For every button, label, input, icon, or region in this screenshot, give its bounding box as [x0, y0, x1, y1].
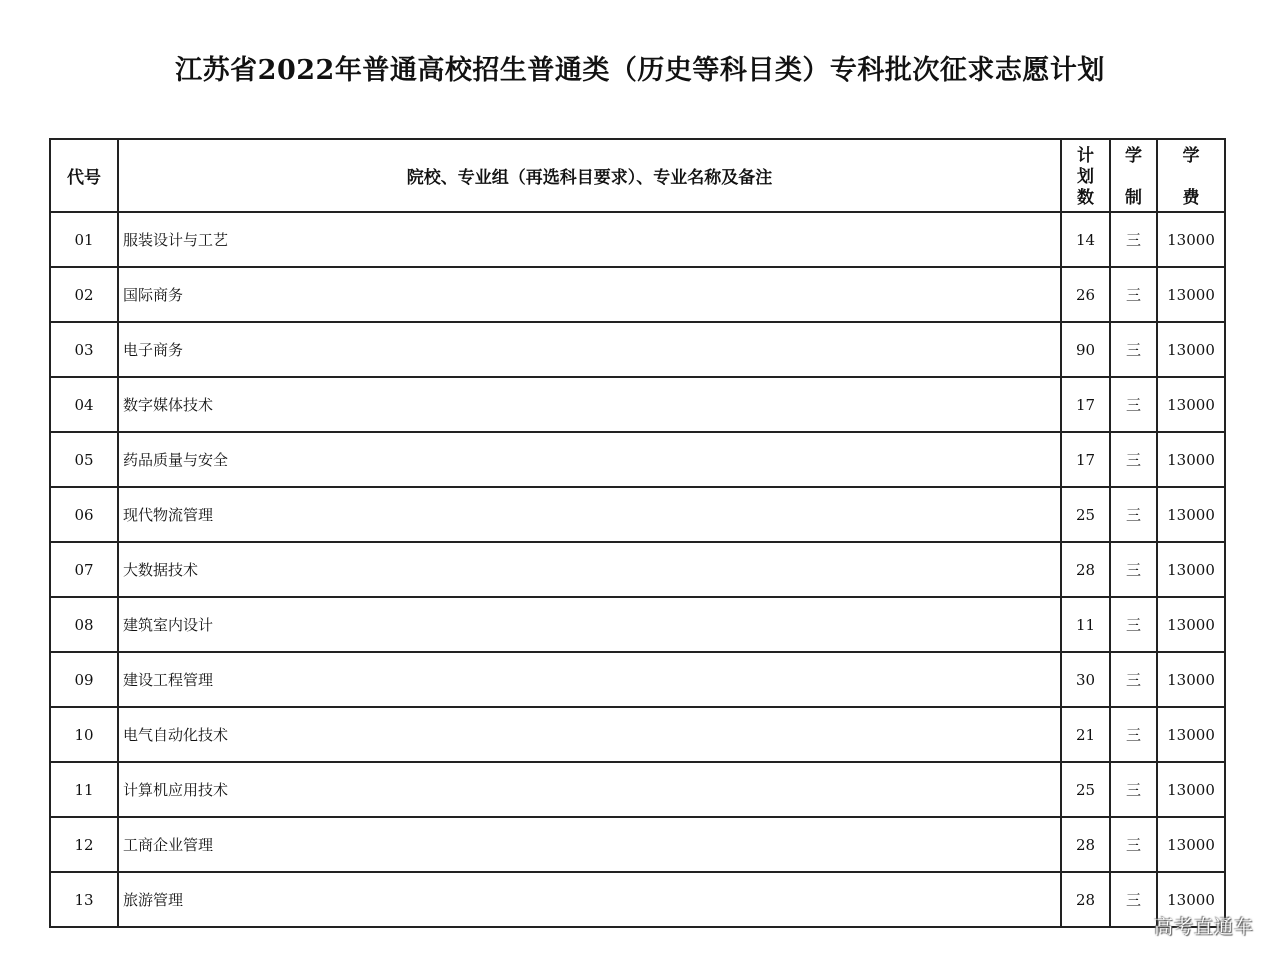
row-code: 10	[50, 707, 118, 762]
header-plan-char: 划	[1077, 166, 1094, 187]
table-body	[50, 212, 1225, 927]
row-major-name: 电子商务	[118, 322, 1061, 377]
row-plan-count: 17	[1061, 377, 1110, 432]
row-years: 三	[1110, 542, 1157, 597]
table-row	[50, 707, 1225, 762]
row-plan-count: 30	[1061, 652, 1110, 707]
row-fee: 13000	[1157, 762, 1225, 817]
row-code: 09	[50, 652, 118, 707]
row-major-name: 药品质量与安全	[118, 432, 1061, 487]
row-plan-count: 14	[1061, 212, 1110, 267]
row-fee: 13000	[1157, 542, 1225, 597]
row-fee: 13000	[1157, 597, 1225, 652]
table-row	[50, 377, 1225, 432]
row-fee: 13000	[1157, 707, 1225, 762]
table-row	[50, 212, 1225, 267]
table-row	[50, 872, 1225, 927]
row-code: 03	[50, 322, 118, 377]
table-header-row	[50, 139, 1225, 212]
row-major-name: 大数据技术	[118, 542, 1061, 597]
row-major-name: 电气自动化技术	[118, 707, 1061, 762]
row-plan-count: 21	[1061, 707, 1110, 762]
row-plan-count: 28	[1061, 817, 1110, 872]
row-code: 01	[50, 212, 118, 267]
row-years: 三	[1110, 817, 1157, 872]
header-years	[1110, 139, 1157, 212]
row-major-name: 建设工程管理	[118, 652, 1061, 707]
enrollment-plan-table	[49, 138, 1226, 928]
document-title: 江苏省2022年普通高校招生普通类（历史等科目类）专科批次征求志愿计划	[175, 55, 1105, 86]
row-years: 三	[1110, 377, 1157, 432]
row-plan-count: 28	[1061, 542, 1110, 597]
header-fee-char: 学	[1182, 145, 1200, 166]
table-row	[50, 267, 1225, 322]
row-plan-count: 25	[1061, 762, 1110, 817]
row-fee: 13000	[1157, 817, 1225, 872]
row-plan-count: 25	[1061, 487, 1110, 542]
row-plan-count: 26	[1061, 267, 1110, 322]
row-years: 三	[1110, 432, 1157, 487]
row-fee: 13000	[1157, 487, 1225, 542]
row-code: 12	[50, 817, 118, 872]
row-major-name: 服装设计与工艺	[118, 212, 1061, 267]
header-plan-char: 计	[1077, 145, 1094, 166]
row-plan-count: 28	[1061, 872, 1110, 927]
row-years: 三	[1110, 267, 1157, 322]
row-years: 三	[1110, 597, 1157, 652]
table-row	[50, 487, 1225, 542]
row-years: 三	[1110, 322, 1157, 377]
row-years: 三	[1110, 872, 1157, 927]
row-major-name: 数字媒体技术	[118, 377, 1061, 432]
row-code: 02	[50, 267, 118, 322]
row-plan-count: 90	[1061, 322, 1110, 377]
row-code: 07	[50, 542, 118, 597]
row-code: 06	[50, 487, 118, 542]
header-code: 代号	[50, 139, 118, 212]
row-major-name: 国际商务	[118, 267, 1061, 322]
table-row	[50, 652, 1225, 707]
row-fee: 13000	[1157, 872, 1225, 927]
row-major-name: 现代物流管理	[118, 487, 1061, 542]
row-fee: 13000	[1157, 212, 1225, 267]
row-years: 三	[1110, 652, 1157, 707]
header-years-char: 制	[1125, 187, 1142, 208]
header-fee	[1157, 139, 1225, 212]
header-fee-char: 费	[1182, 187, 1200, 208]
row-major-name: 建筑室内设计	[118, 597, 1061, 652]
row-years: 三	[1110, 212, 1157, 267]
table-row	[50, 762, 1225, 817]
table-row	[50, 597, 1225, 652]
row-code: 13	[50, 872, 118, 927]
row-fee: 13000	[1157, 652, 1225, 707]
table-row	[50, 432, 1225, 487]
row-code: 08	[50, 597, 118, 652]
row-code: 11	[50, 762, 118, 817]
row-fee: 13000	[1157, 267, 1225, 322]
header-name: 院校、专业组（再选科目要求）、专业名称及备注	[118, 139, 1061, 212]
row-fee: 13000	[1157, 432, 1225, 487]
row-plan-count: 17	[1061, 432, 1110, 487]
row-years: 三	[1110, 762, 1157, 817]
row-fee: 13000	[1157, 322, 1225, 377]
table-row	[50, 542, 1225, 597]
header-plan-char: 数	[1077, 187, 1094, 208]
row-major-name: 工商企业管理	[118, 817, 1061, 872]
row-code: 05	[50, 432, 118, 487]
row-fee: 13000	[1157, 377, 1225, 432]
table-row	[50, 817, 1225, 872]
row-code: 04	[50, 377, 118, 432]
row-years: 三	[1110, 707, 1157, 762]
row-years: 三	[1110, 487, 1157, 542]
row-major-name: 计算机应用技术	[118, 762, 1061, 817]
table-row	[50, 322, 1225, 377]
watermark: 高考直通车	[1153, 916, 1254, 938]
row-major-name: 旅游管理	[118, 872, 1061, 927]
row-plan-count: 11	[1061, 597, 1110, 652]
header-plan-count	[1061, 139, 1110, 212]
header-years-char: 学	[1125, 145, 1142, 166]
